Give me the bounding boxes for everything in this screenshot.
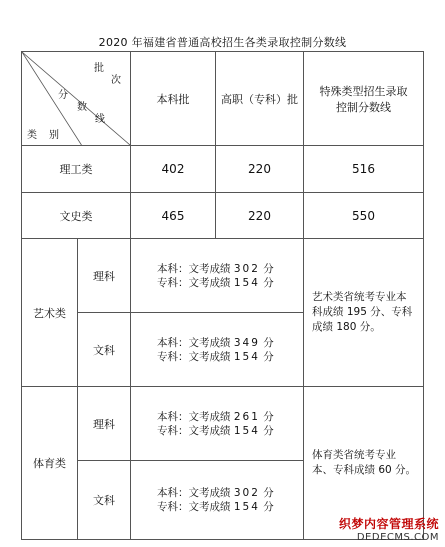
header-special-line2: 控制分数线 xyxy=(336,100,391,114)
score-table xyxy=(21,51,424,540)
corner-label-pi: 批 xyxy=(94,63,104,74)
header-benke: 本科批 xyxy=(131,52,216,146)
wenshi-special-score: 550 xyxy=(304,193,424,239)
table-row xyxy=(22,193,424,239)
art-note: 艺术类省统考专业本 科成绩 195 分、专科 成绩 180 分。 xyxy=(304,239,424,387)
art-li-line2: 专科：文考成绩 154 分 xyxy=(157,276,274,289)
pe-wen-line1: 本科：文考成绩 302 分 xyxy=(157,487,274,499)
ligong-special-score: 516 xyxy=(304,146,424,193)
art-wen-scores xyxy=(131,313,304,387)
pe-category-label: 体育类 xyxy=(22,387,78,540)
watermark xyxy=(339,515,439,543)
watermark-line1: 织梦内容管理系统 xyxy=(338,517,439,531)
header-corner-cell xyxy=(22,52,131,146)
corner-label-fen: 分 xyxy=(58,90,68,101)
row-label-ligong: 理工类 xyxy=(22,146,131,193)
pe-li-scores xyxy=(131,387,304,461)
art-li-scores xyxy=(131,239,304,313)
pe-wen-scores xyxy=(131,461,304,540)
corner-label-shu: 数 xyxy=(77,102,87,113)
corner-label-ci: 次 xyxy=(111,75,121,86)
header-special-line1: 特殊类型招生录取 xyxy=(319,84,408,98)
wenshi-zhuanke-score: 220 xyxy=(216,193,304,239)
table-row xyxy=(22,387,424,461)
pe-note: 体育类省统考专业 本、专科成绩 60 分。 xyxy=(304,387,424,540)
diagonal-lines xyxy=(22,52,130,145)
art-wen-line2: 专科：文考成绩 154 分 xyxy=(157,350,274,363)
table-row xyxy=(22,239,424,313)
header-row xyxy=(22,52,424,146)
header-zhuanke: 高职（专科）批 xyxy=(216,52,304,146)
ligong-zhuanke-score: 220 xyxy=(216,146,304,193)
art-wen-label: 文科 xyxy=(78,313,131,387)
pe-wen-label: 文科 xyxy=(78,461,131,540)
art-category-label: 艺术类 xyxy=(22,239,78,387)
table-row xyxy=(22,146,424,193)
art-li-label: 理科 xyxy=(78,239,131,313)
row-label-wenshi: 文史类 xyxy=(22,193,131,239)
pe-li-line1: 本科：文考成绩 261 分 xyxy=(157,410,274,423)
pe-wen-line2: 专科：文考成绩 154 分 xyxy=(157,501,274,513)
watermark-line2: DEDECMS.COM xyxy=(356,532,439,543)
wenshi-benke-score: 465 xyxy=(131,193,216,239)
pe-li-label: 理科 xyxy=(78,387,131,461)
corner-label-bie: 别 xyxy=(49,130,59,141)
header-special xyxy=(304,52,424,146)
corner-label-xian: 线 xyxy=(95,114,105,125)
art-li-line1: 本科：文考成绩 302 分 xyxy=(157,262,274,275)
page-title: 2020 年福建省普通高校招生各类录取控制分数线 xyxy=(98,36,347,49)
corner-label-lei: 类 xyxy=(27,130,37,141)
pe-li-line2: 专科：文考成绩 154 分 xyxy=(157,424,274,437)
art-wen-line1: 本科：文考成绩 349 分 xyxy=(157,336,274,349)
ligong-benke-score: 402 xyxy=(131,146,216,193)
